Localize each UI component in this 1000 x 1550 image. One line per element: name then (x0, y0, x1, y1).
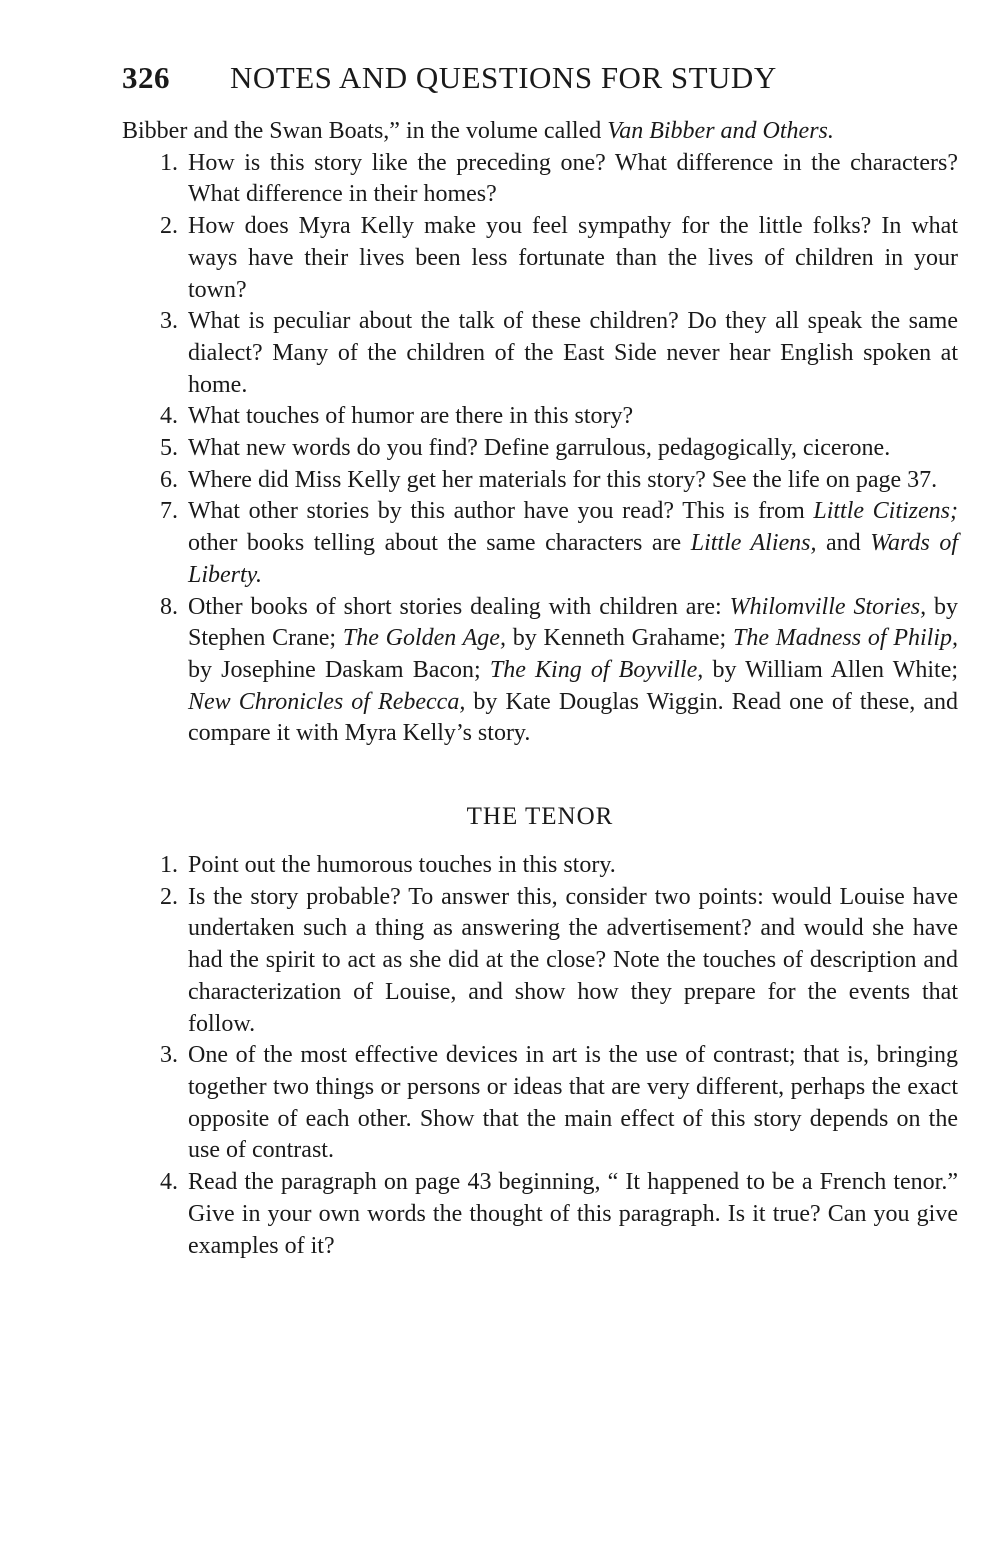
item-number: 4. (160, 1169, 178, 1196)
list-item (122, 401, 958, 433)
continuation-text: Bibber and the Swan Boats,” in the volume called (122, 118, 608, 144)
book-title: The King of Boyville, (489, 656, 704, 683)
item-text: Is the story probable? To answer this, consider two points: would Louise have undertaken such a thing as answering the advertisement? and would she have had the spirit to act as she did at the close? Note the touches of description and characterization of Louise, and show how they prepare for the events that follow. (188, 883, 958, 1037)
item-text: What other stories by this author have you read? This is from (188, 498, 814, 525)
item-number: 8. (160, 593, 178, 620)
item-number: 3. (160, 308, 178, 335)
item-text: What new words do you find? Define garrulous, pedagogically, cicerone. (188, 435, 891, 462)
page-body (122, 116, 958, 1262)
page-number: 326 (122, 60, 170, 95)
book-title: Whilomville Stories, (729, 593, 927, 620)
item-text: other books telling about the same characters are (188, 530, 691, 557)
list-item (122, 465, 958, 497)
list-item (122, 433, 958, 465)
list-item (122, 496, 958, 591)
book-title: The Madness of Philip, (733, 625, 958, 652)
running-head (122, 56, 958, 100)
list-item (122, 592, 958, 751)
item-text: Read the paragraph on page 43 beginning, “ It happened to be a French tenor.” Give in your own words the thought of this paragraph. Is it true? Can you give examples of it? (188, 1169, 958, 1259)
item-text: Other books of short stories dealing with children are: (188, 593, 730, 620)
list-item (122, 148, 958, 211)
list-item (122, 306, 958, 401)
book-title: New Chronicles of Rebecca, (188, 688, 466, 715)
item-text: One of the most effective devices in art is the use of contrast; that is, bringing together two things or persons or ideas that are very different, perhaps the exact opposite of each other. Show that the main effect of this story depends on the use of contrast. (188, 1042, 958, 1164)
section1-question-list (122, 148, 958, 750)
item-number: 6. (160, 466, 178, 493)
section2-question-list (122, 850, 958, 1262)
item-text: by Stephen Crane; (188, 593, 959, 652)
item-text: Point out the humorous touches in this story. (188, 852, 616, 879)
section-heading: THE TENOR (466, 803, 614, 831)
item-text: What touches of humor are there in this story? (188, 403, 634, 430)
item-number: 2. (160, 883, 178, 910)
book-title: The Golden Age, (342, 625, 506, 652)
item-text: What is peculiar about the talk of these children? Do they all speak the same dialect? Many of the children of the East Side never hear English spoken at home. (188, 308, 958, 398)
item-text: and (816, 530, 871, 557)
continuation-book-title: Van Bibber and Others. (607, 118, 834, 144)
book-title: Wards of Liberty. (188, 530, 958, 588)
book-page (122, 56, 958, 1262)
item-number: 1. (160, 852, 178, 879)
list-item (122, 882, 958, 1041)
list-item (122, 1167, 958, 1262)
list-item (122, 1040, 958, 1167)
item-number: 1. (160, 149, 178, 176)
item-number: 5. (160, 435, 178, 462)
item-text: by Kenneth Grahame; (505, 625, 733, 652)
book-title: Little Citizens; (813, 498, 958, 525)
running-title: NOTES AND QUESTIONS FOR STUDY (230, 60, 777, 95)
item-text: by Josephine Daskam Bacon; (188, 656, 490, 683)
item-number: 4. (160, 403, 178, 430)
list-item (122, 211, 958, 306)
item-number: 7. (160, 498, 178, 525)
continuation-paragraph (122, 116, 958, 148)
item-text: How does Myra Kelly make you feel sympathy for the little folks? In what ways have their lives been less fortunate than the lives of children in your town? (188, 213, 958, 303)
list-item (122, 850, 958, 882)
item-number: 2. (160, 213, 178, 240)
item-text: by William Allen White; (703, 656, 959, 683)
item-number: 3. (160, 1042, 178, 1069)
item-text: Where did Miss Kelly get her materials for this story? See the life on page 37. (188, 466, 938, 493)
item-text: How is this story like the preceding one? What difference in the characters? What difference in their homes? (188, 149, 958, 208)
item-text: by Kate Douglas Wiggin. Read one of these, and compare it with Myra Kelly’s story. (188, 688, 958, 747)
book-title: Little Aliens, (690, 530, 817, 557)
